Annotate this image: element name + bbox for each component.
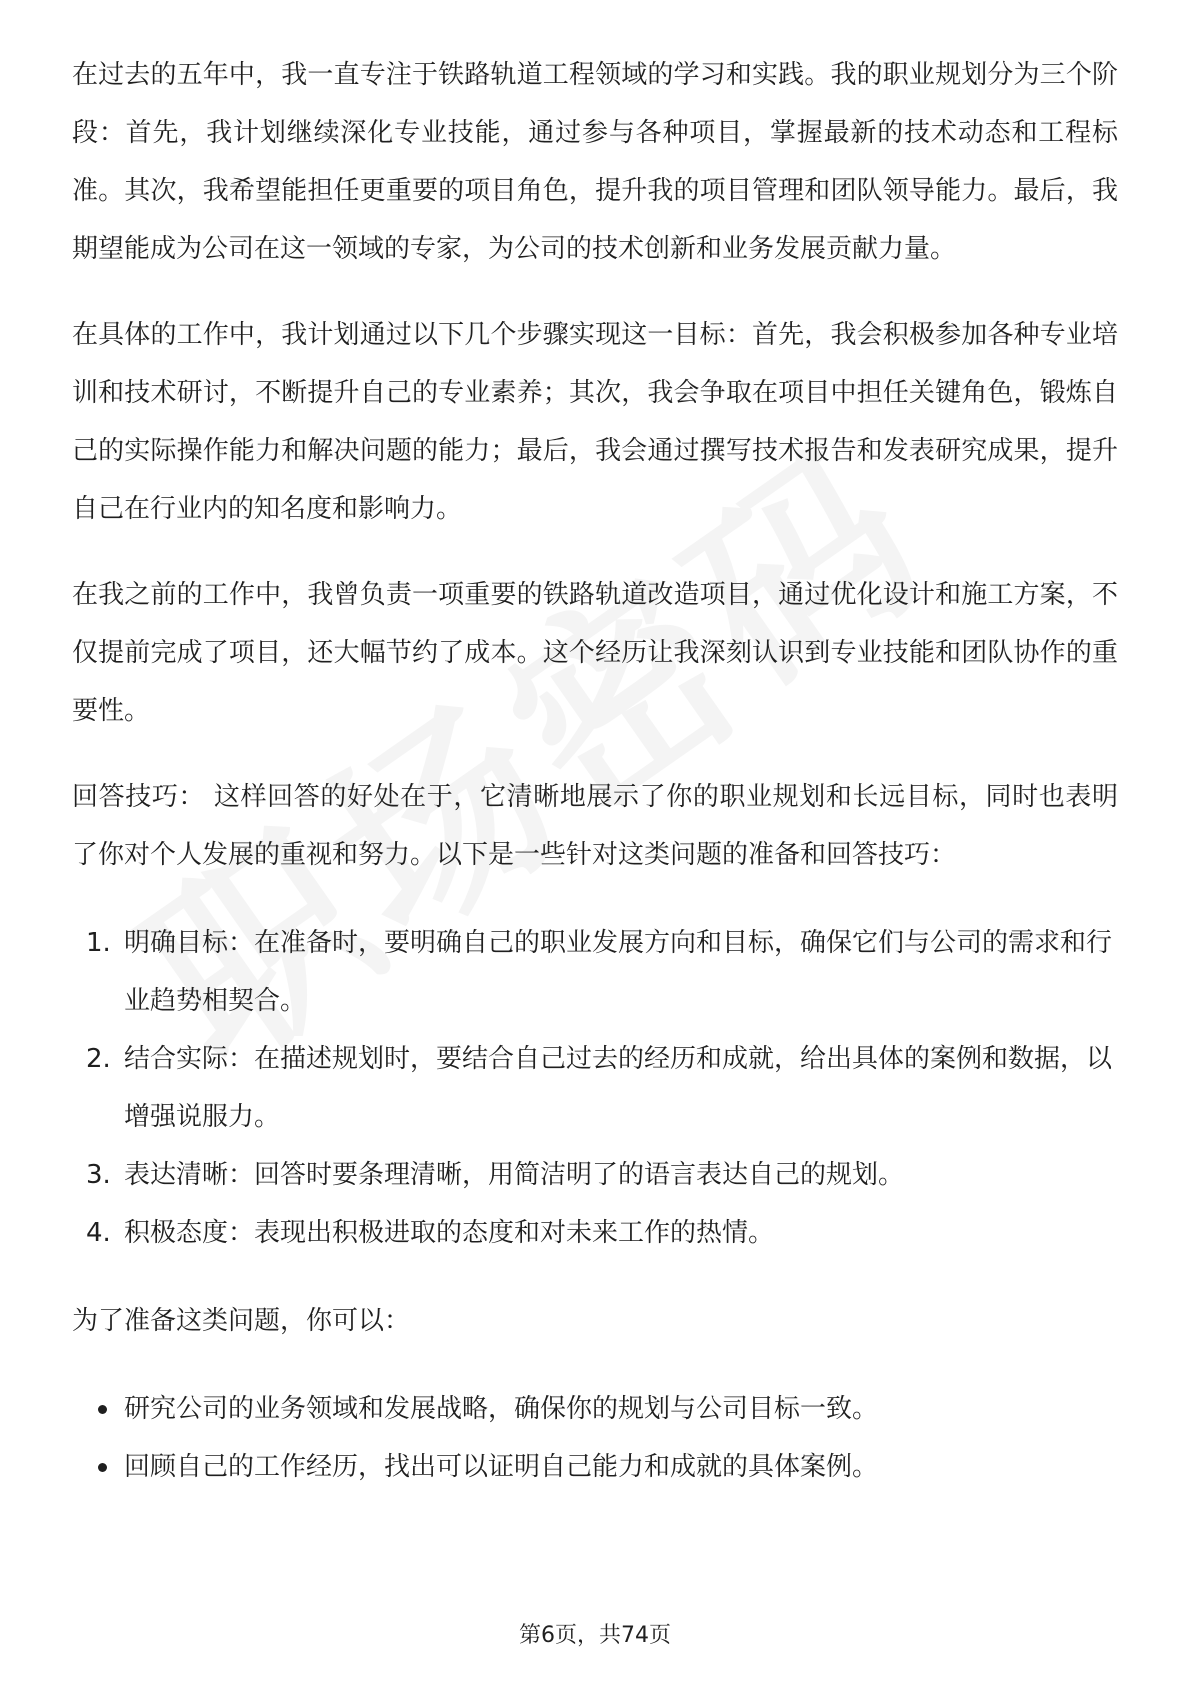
- list-item-text: 研究公司的业务领域和发展战略，确保你的规划与公司目标一致。: [124, 1394, 879, 1424]
- list-number: 1.: [86, 928, 111, 958]
- list-item-text: 结合实际：在描述规划时，要结合自己过去的经历和成就，给出具体的案例和数据，以增强说服力。: [124, 1044, 1113, 1132]
- bullet-prep-list: [72, 1380, 1118, 1496]
- list-item: [72, 1030, 1118, 1146]
- ordered-tips-list: [72, 914, 1118, 1262]
- paragraph-career-plan: 在过去的五年中，我一直专注于铁路轨道工程领域的学习和实践。我的职业规划分为三个阶段：首先，我计划继续深化专业技能，通过参与各种项目，掌握最新的技术动态和工程标准。其次，我希望能担任更重要的项目角色，提升我的项目管理和团队领导能力。最后，我期望能成为公司在这一领域的专家，为公司的技术创新和业务发展贡献力量。: [72, 60, 1118, 264]
- list-item-text: 积极态度：表现出积极进取的态度和对未来工作的热情。: [124, 1218, 775, 1248]
- bullet-dot: [98, 1463, 107, 1472]
- list-item-text: 回顾自己的工作经历，找出可以证明自己能力和成就的具体案例。: [124, 1452, 879, 1482]
- list-item: [72, 914, 1118, 1030]
- list-item: [72, 1204, 1118, 1262]
- bullet-dot: [98, 1405, 107, 1414]
- list-number: 2.: [86, 1044, 111, 1074]
- paragraph-steps: 在具体的工作中，我计划通过以下几个步骤实现这一目标：首先，我会积极参加各种专业培训和技术研讨，不断提升自己的专业素养；其次，我会争取在项目中担任关键角色，锻炼自己的实际操作能力和解决问题的能力；最后，我会通过撰写技术报告和发表研究成果，提升自己在行业内的知名度和影响力。: [72, 320, 1118, 524]
- paragraph-prep-intro: 为了准备这类问题，你可以：: [72, 1306, 411, 1336]
- page-number-footer: 第6页，共74页: [519, 1623, 671, 1648]
- list-number: 4.: [86, 1218, 111, 1248]
- list-item-text: 明确目标：在准备时，要明确自己的职业发展方向和目标，确保它们与公司的需求和行业趋势相契合。: [124, 928, 1113, 1016]
- list-item-text: 表达清晰：回答时要条理清晰，用简洁明了的语言表达自己的规划。: [124, 1160, 905, 1190]
- list-item: [72, 1438, 1118, 1496]
- document-body: [72, 46, 1118, 1526]
- list-item: [72, 1146, 1118, 1204]
- list-item: [72, 1380, 1118, 1438]
- list-number: 3.: [86, 1160, 111, 1190]
- paragraph-experience: 在我之前的工作中，我曾负责一项重要的铁路轨道改造项目，通过优化设计和施工方案，不仅提前完成了项目，还大幅节约了成本。这个经历让我深刻认识到专业技能和团队协作的重要性。: [72, 580, 1118, 726]
- paragraph-answer-tips: 回答技巧： 这样回答的好处在于，它清晰地展示了你的职业规划和长远目标，同时也表明了你对个人发展的重视和努力。以下是一些针对这类问题的准备和回答技巧：: [72, 782, 1118, 870]
